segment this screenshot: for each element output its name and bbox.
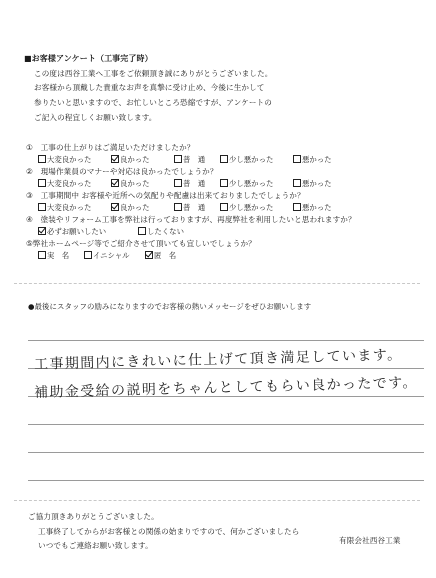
option-label: 良かった: [120, 203, 150, 212]
checkbox[interactable]: [174, 203, 182, 211]
option-label: 少し悪かった: [229, 155, 274, 164]
option-label: 大変良かった: [47, 179, 92, 188]
intro-line: 参りたいと思いますので、お忙しいところ恐縮ですが、アンケートの: [34, 98, 272, 107]
option-label: 良かった: [120, 179, 150, 188]
question-3: ③ 工事期間中 お客様や近所への気配りや配慮は出来ておりましたでしょうか？: [26, 191, 305, 200]
option-item[interactable]: [111, 179, 150, 189]
option-item[interactable]: [174, 179, 205, 189]
checkbox[interactable]: [38, 203, 46, 211]
option-label: 悪かった: [302, 155, 332, 164]
option-item[interactable]: [38, 203, 91, 213]
option-label: したくない: [147, 227, 184, 236]
section-divider: [14, 283, 420, 284]
question-5: ⑤弊社ホームページ等でご紹介させて頂いても宜しいでしょうか？: [26, 239, 256, 248]
option-item[interactable]: [38, 155, 91, 165]
checkbox[interactable]: [111, 179, 119, 187]
option-item[interactable]: [220, 155, 273, 165]
checkbox[interactable]: [84, 251, 92, 259]
option-label: 必ずお願いしたい: [47, 227, 107, 236]
option-label: 大変良かった: [47, 155, 92, 164]
company-name: 有限会社西谷工業: [339, 536, 401, 545]
writing-line: [28, 424, 424, 425]
option-label: 普 通: [183, 155, 206, 164]
option-item[interactable]: [293, 179, 332, 189]
option-item[interactable]: [38, 179, 91, 189]
option-item[interactable]: [174, 203, 205, 213]
intro-line: ご記入の程宜しくお願い致します。: [34, 113, 157, 122]
checkbox[interactable]: [111, 203, 119, 211]
checkbox[interactable]: [38, 227, 46, 235]
option-label: 悪かった: [302, 179, 332, 188]
message-request: ●最後にスタッフの励みになりますのでお客様の熱いメッセージをぜひお願いします: [28, 302, 312, 311]
checkbox[interactable]: [220, 155, 228, 163]
option-label: イニシャル: [93, 251, 130, 260]
checkbox[interactable]: [38, 155, 46, 163]
intro-line: この度は西谷工業へ工事をご依頼頂き誠にありがとうございました。: [34, 69, 273, 78]
option-item[interactable]: [111, 203, 150, 213]
checkbox[interactable]: [293, 179, 301, 187]
option-label: 実 名: [47, 251, 70, 260]
option-item[interactable]: [38, 251, 69, 261]
option-item[interactable]: [138, 227, 184, 237]
checkbox[interactable]: [293, 155, 301, 163]
checkbox[interactable]: [38, 251, 46, 259]
option-item[interactable]: [220, 179, 273, 189]
option-item[interactable]: [145, 251, 176, 261]
option-item[interactable]: [174, 155, 205, 165]
checkbox[interactable]: [111, 155, 119, 163]
option-label: 少し悪かった: [229, 179, 274, 188]
option-item[interactable]: [38, 227, 106, 237]
checkbox[interactable]: [38, 179, 46, 187]
option-item[interactable]: [293, 155, 332, 165]
option-label: 匿 名: [154, 251, 177, 260]
option-label: 普 通: [183, 203, 206, 212]
closing-line: いつでもご連絡お願い致します。: [38, 541, 153, 550]
closing-thanks: ご協力頂きありがとうございました。: [28, 512, 159, 521]
option-label: 大変良かった: [47, 203, 92, 212]
handwritten-message: 補助金受給の説明をちゃんとしてもらい良かったです。: [33, 374, 419, 402]
checkbox[interactable]: [174, 155, 182, 163]
writing-line: [28, 452, 424, 453]
checkbox[interactable]: [138, 227, 146, 235]
checkbox[interactable]: [220, 179, 228, 187]
option-label: 少し悪かった: [229, 203, 274, 212]
writing-line: [28, 340, 424, 341]
option-item[interactable]: [111, 155, 150, 165]
question-1: ① 工事の仕上がりはご満足いただけましたか？: [26, 143, 195, 152]
section-divider: [14, 500, 420, 501]
handwritten-message: 工事期間内にきれいに仕上げて頂き満足しています。: [33, 347, 403, 373]
closing-line: 工事終了してからがお客様との関係の始まりですので、何かございましたら: [38, 527, 300, 536]
survey-title: ■お客様アンケート（工事完了時）: [24, 54, 153, 63]
option-item[interactable]: [84, 251, 130, 261]
writing-line: [28, 480, 424, 481]
option-label: 良かった: [120, 155, 150, 164]
option-item[interactable]: [220, 203, 273, 213]
checkbox[interactable]: [220, 203, 228, 211]
checkbox[interactable]: [174, 179, 182, 187]
checkbox[interactable]: [293, 203, 301, 211]
option-label: 悪かった: [302, 203, 332, 212]
intro-line: お客様から頂戴した貴重なお声を真摯に受け止め、今後に生かして: [34, 83, 265, 92]
option-item[interactable]: [293, 203, 332, 213]
question-4: ④ 塗装やリフォーム工事を弊社は行っておりますが、再度弊社を利用したいと思われますか？: [26, 215, 356, 224]
question-2: ② 現場作業員のマナーや対応は良かったでしょうか？: [26, 167, 218, 176]
checkbox[interactable]: [145, 251, 153, 259]
option-label: 普 通: [183, 179, 206, 188]
